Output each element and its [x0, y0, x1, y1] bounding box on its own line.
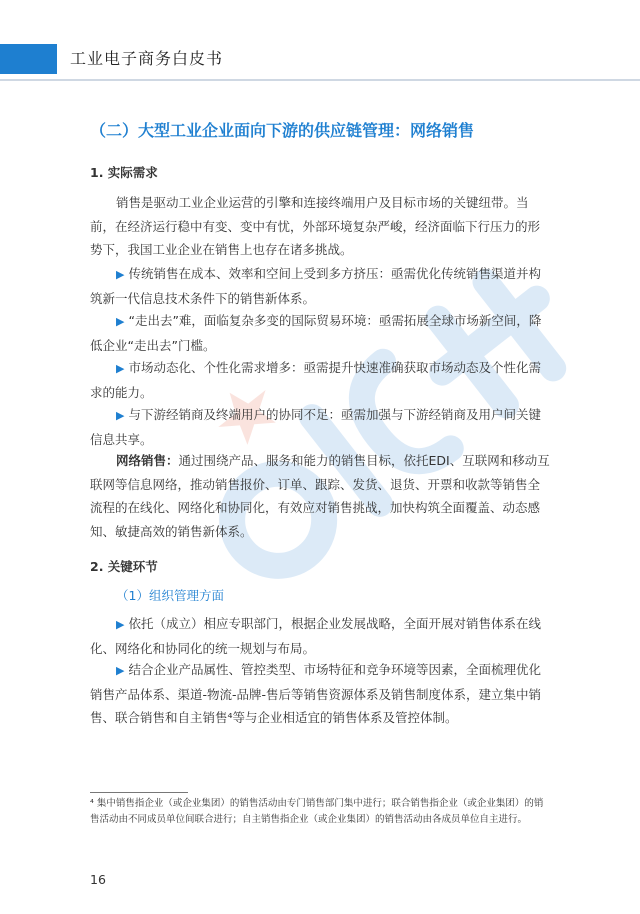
- header-accent-bar: [0, 44, 57, 74]
- bullet-arrow-icon: ▶: [116, 409, 125, 422]
- bullet-arrow-icon: ▶: [116, 268, 125, 281]
- part1-summary: [90, 449, 552, 543]
- part2-heading: 2. 关键环节: [90, 559, 158, 574]
- header-divider: [0, 79, 640, 81]
- summary-text: 通过围绕产品、服务和能力的销售目标，依托EDI、互联网和移动互联网等信息网络，推动销售报价、订单、跟踪、发货、退货、开票和收款等销售全流程的在线化、网络化和协同化，有效应对销售挑战，加快构筑全面覆盖、动态感知、敏捷高效的销售新体系。: [90, 453, 550, 539]
- part1-heading: 1. 实际需求: [90, 165, 158, 180]
- part1-bullet-3: ▶ 市场动态化、个性化需求增多：亟需提升快速准确获取市场动态及个性化需求的能力。: [90, 356, 552, 404]
- bullet-arrow-icon: ▶: [116, 664, 125, 677]
- header-title: 工业电子商务白皮书: [70, 49, 224, 68]
- bullet-arrow-icon: ▶: [116, 315, 125, 328]
- part1-intro: 销售是驱动工业企业运营的引擎和连接终端用户及目标市场的关键纽带。当前，在经济运行稳中有变、变中有忧，外部环境复杂严峻，经济面临下行压力的形势下，我国工业企业在销售上也存在诸多挑战。: [90, 195, 541, 257]
- bullet-arrow-icon: ▶: [116, 618, 125, 631]
- part2-subheading: （1）组织管理方面: [116, 588, 224, 603]
- part1-bullet-2: ▶ “走出去”难，面临复杂多变的国际贸易环境：亟需拓展全球市场新空间，降低企业“走出去”门槛。: [90, 309, 552, 357]
- part2-bullet-1: ▶ 依托（成立）相应专职部门，根据企业发展战略，全面开展对销售体系在线化、网络化和协同化的统一规划与布局。: [90, 612, 552, 660]
- part2-bullet-2: ▶ 结合企业产品属性、管控类型、市场特征和竞争环境等因素，全面梳理优化销售产品体系、渠道-物流-品牌-售后等销售资源体系及销售制度体系，建立集中销售、联合销售和自主销售⁴等与企业相适宜的销售体系及管控体制。: [90, 658, 552, 730]
- bullet-arrow-icon: ▶: [116, 362, 125, 375]
- section-title: （二）大型工业企业面向下游的供应链管理：网络销售: [90, 121, 475, 140]
- part1-bullet-4: ▶ 与下游经销商及终端用户的协同不足：亟需加强与下游经销商及用户间关键信息共享。: [90, 403, 552, 451]
- page-number: 16: [90, 872, 106, 887]
- footnote: ⁴ 集中销售指企业（或企业集团）的销售活动由专门销售部门集中进行；联合销售指企业（或企业集团）的销售活动由不同成员单位间联合进行；自主销售指企业（或企业集团）的销售活动由各成员单位自主进行。: [90, 798, 544, 825]
- part1-bullet-1: ▶ 传统销售在成本、效率和空间上受到多方挤压：亟需优化传统销售渠道并构筑新一代信息技术条件下的销售新体系。: [90, 262, 552, 310]
- summary-term: 网络销售：: [116, 453, 179, 468]
- footnote-divider: [90, 792, 188, 793]
